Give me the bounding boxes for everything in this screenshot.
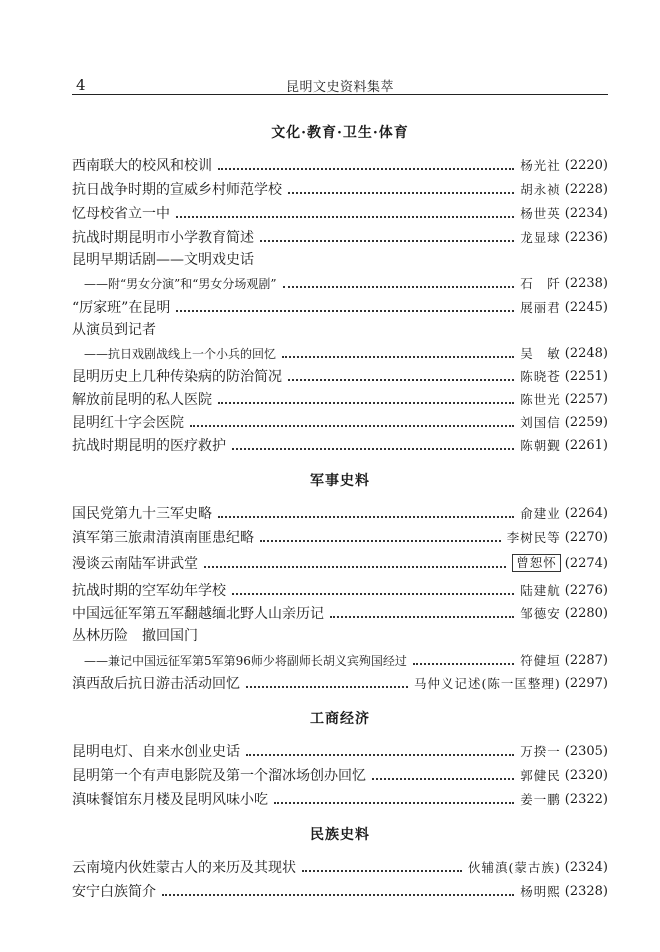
toc-entry (72, 765, 608, 785)
entry-author: 刘国信 (520, 415, 561, 430)
toc-entry (72, 503, 608, 523)
entry-title: 西南联大的校风和校训 (72, 158, 212, 174)
toc-entry (72, 179, 608, 199)
entry-title: 滇军第三旅肃清滇南匪患纪略 (72, 530, 254, 546)
page-header (72, 74, 608, 95)
entry-title: “厉家班”在昆明 (72, 300, 171, 316)
entry-title: 昆明红十字会医院 (72, 415, 184, 431)
page-number: 4 (76, 76, 86, 94)
entry-author: 陈世光 (520, 392, 561, 407)
dot-leader (413, 662, 514, 665)
dot-leader (274, 801, 514, 804)
entry-page: (2320) (564, 767, 608, 783)
section-title: 民族史料 (310, 827, 370, 843)
toc-entry (72, 435, 608, 455)
dot-leader (218, 515, 514, 518)
entry-page: (2270) (564, 529, 608, 545)
entry-page: (2328) (564, 883, 608, 899)
dot-leader (330, 615, 514, 618)
dot-leader (302, 869, 462, 872)
entry-author: 曾恕怀 (512, 554, 561, 572)
entry-author: 符健垣 (520, 653, 561, 668)
dot-leader (288, 191, 514, 194)
entry-page: (2322) (564, 791, 608, 807)
section-title: 文化·教育·卫生·体育 (271, 125, 409, 141)
entry-page: (2248) (564, 345, 608, 361)
entry-title: 丛林历险 撤回国门 (72, 628, 198, 644)
entry-page: (2238) (564, 275, 608, 291)
entry-page: (2257) (564, 391, 608, 407)
dot-leader (260, 239, 514, 242)
entry-page: (2251) (564, 368, 608, 384)
entry-author: 龙显球 (520, 230, 561, 245)
entry-title: 抗战时期昆明的医疗救护 (72, 438, 226, 454)
entry-page: (2264) (564, 505, 608, 521)
entry-subtitle: ——兼记中国远征军第5军第96师少将副师长胡义宾殉国经过 (84, 653, 407, 668)
dot-leader (372, 777, 514, 780)
dot-leader (218, 401, 514, 404)
entry-title: 忆母校省立一中 (72, 206, 170, 222)
entry-author: 俞建业 (520, 506, 561, 521)
entry-author: 万揆一 (520, 744, 561, 759)
entry-page: (2245) (564, 299, 608, 315)
toc-entry (84, 343, 608, 363)
entry-author: 李树民等 (506, 530, 561, 545)
dot-leader (282, 355, 514, 358)
dot-leader (232, 592, 514, 595)
entry-page: (2228) (564, 181, 608, 197)
entry-subtitle: ——附“男女分演”和“男女分场观剧” (84, 276, 277, 291)
entry-title: 解放前昆明的私人医院 (72, 392, 212, 408)
entry-title: 滇西敌后抗日游击活动回忆 (72, 676, 240, 692)
toc-entry (72, 881, 608, 901)
toc-entry (72, 412, 608, 432)
toc-entry (84, 650, 608, 670)
dot-leader (176, 215, 514, 218)
entry-author: 杨光社 (520, 158, 561, 173)
toc-entry (72, 389, 608, 409)
entry-author: 杨世英 (520, 206, 561, 221)
book-title: 昆明文史资料集萃 (285, 80, 394, 95)
entry-subtitle: ——抗日戏剧战线上一个小兵的回忆 (84, 346, 277, 361)
entry-title: 滇味餐馆东月楼及昆明风味小吃 (72, 792, 268, 808)
toc-entry (72, 366, 608, 386)
entry-page: (2324) (564, 859, 608, 875)
dot-leader (283, 285, 515, 288)
dot-leader (288, 378, 514, 381)
entry-author: 马仲义记述(陈一匡整理) (414, 676, 561, 691)
entry-page: (2220) (564, 157, 608, 173)
entry-title: 从演员到记者 (72, 322, 156, 338)
entry-page: (2234) (564, 205, 608, 221)
entry-title: 国民党第九十三军史略 (72, 506, 212, 522)
dot-leader (260, 539, 501, 542)
entry-title: 抗日战争时期的宣威乡村师范学校 (72, 182, 282, 198)
entry-title: 昆明第一个有声电影院及第一个溜冰场创办回忆 (72, 768, 366, 784)
entry-author: 邹德安 (520, 606, 561, 621)
dot-leader (176, 309, 514, 312)
entry-author: 吴 敏 (520, 346, 561, 361)
entry-author: 伙辅滇(蒙古族) (468, 860, 561, 875)
entry-page: (2236) (564, 229, 608, 245)
dot-leader (204, 565, 506, 568)
entry-title: 昆明电灯、自来水创业史话 (72, 744, 240, 760)
entry-author: 杨明熙 (520, 884, 561, 899)
toc-entry (72, 553, 608, 573)
entry-title: 昆明早期话剧——文明戏史话 (72, 252, 254, 268)
entry-author: 展丽君 (520, 300, 561, 315)
entry-page: (2297) (564, 675, 608, 691)
dot-leader (246, 685, 408, 688)
entry-page: (2274) (564, 555, 608, 571)
entry-author: 郭健民 (520, 768, 561, 783)
dot-leader (218, 167, 514, 170)
entry-page: (2280) (564, 605, 608, 621)
entry-title: 云南境内伙姓蒙古人的来历及其现状 (72, 860, 296, 876)
toc-entry (72, 603, 608, 623)
entry-title: 抗战时期昆明市小学教育简述 (72, 230, 254, 246)
toc-entry (72, 673, 608, 693)
toc-entry (72, 227, 608, 247)
toc-entry (84, 273, 608, 293)
dot-leader (162, 893, 514, 896)
section-title: 军事史料 (310, 473, 370, 489)
toc-entry (72, 857, 608, 877)
entry-author: 陆建航 (520, 583, 561, 598)
toc-entry (72, 155, 608, 175)
toc-entry (72, 203, 608, 223)
entry-page: (2305) (564, 743, 608, 759)
entry-author: 姜一鹏 (520, 792, 561, 807)
entry-title: 昆明历史上几种传染病的防治简况 (72, 369, 282, 385)
toc-entry (72, 580, 608, 600)
entry-author: 石 阡 (520, 276, 561, 291)
entry-author: 陈晓苍 (520, 369, 561, 384)
entry-page: (2276) (564, 582, 608, 598)
entry-page: (2259) (564, 414, 608, 430)
entry-title: 安宁白族简介 (72, 884, 156, 900)
dot-leader (190, 424, 514, 427)
entry-author: 陈朝觐 (520, 438, 561, 453)
entry-title: 抗战时期的空军幼年学校 (72, 583, 226, 599)
toc-entry (72, 527, 608, 547)
dot-leader (246, 753, 514, 756)
entry-page: (2287) (564, 652, 608, 668)
entry-page: (2261) (564, 437, 608, 453)
toc-entry (72, 297, 608, 317)
entry-author: 胡永祯 (520, 182, 561, 197)
toc-entry (72, 741, 608, 761)
entry-title: 漫谈云南陆军讲武堂 (72, 556, 198, 572)
entry-title: 中国远征军第五军翻越缅北野人山亲历记 (72, 606, 324, 622)
section-title: 工商经济 (310, 711, 370, 727)
dot-leader (232, 447, 514, 450)
toc-entry (72, 789, 608, 809)
